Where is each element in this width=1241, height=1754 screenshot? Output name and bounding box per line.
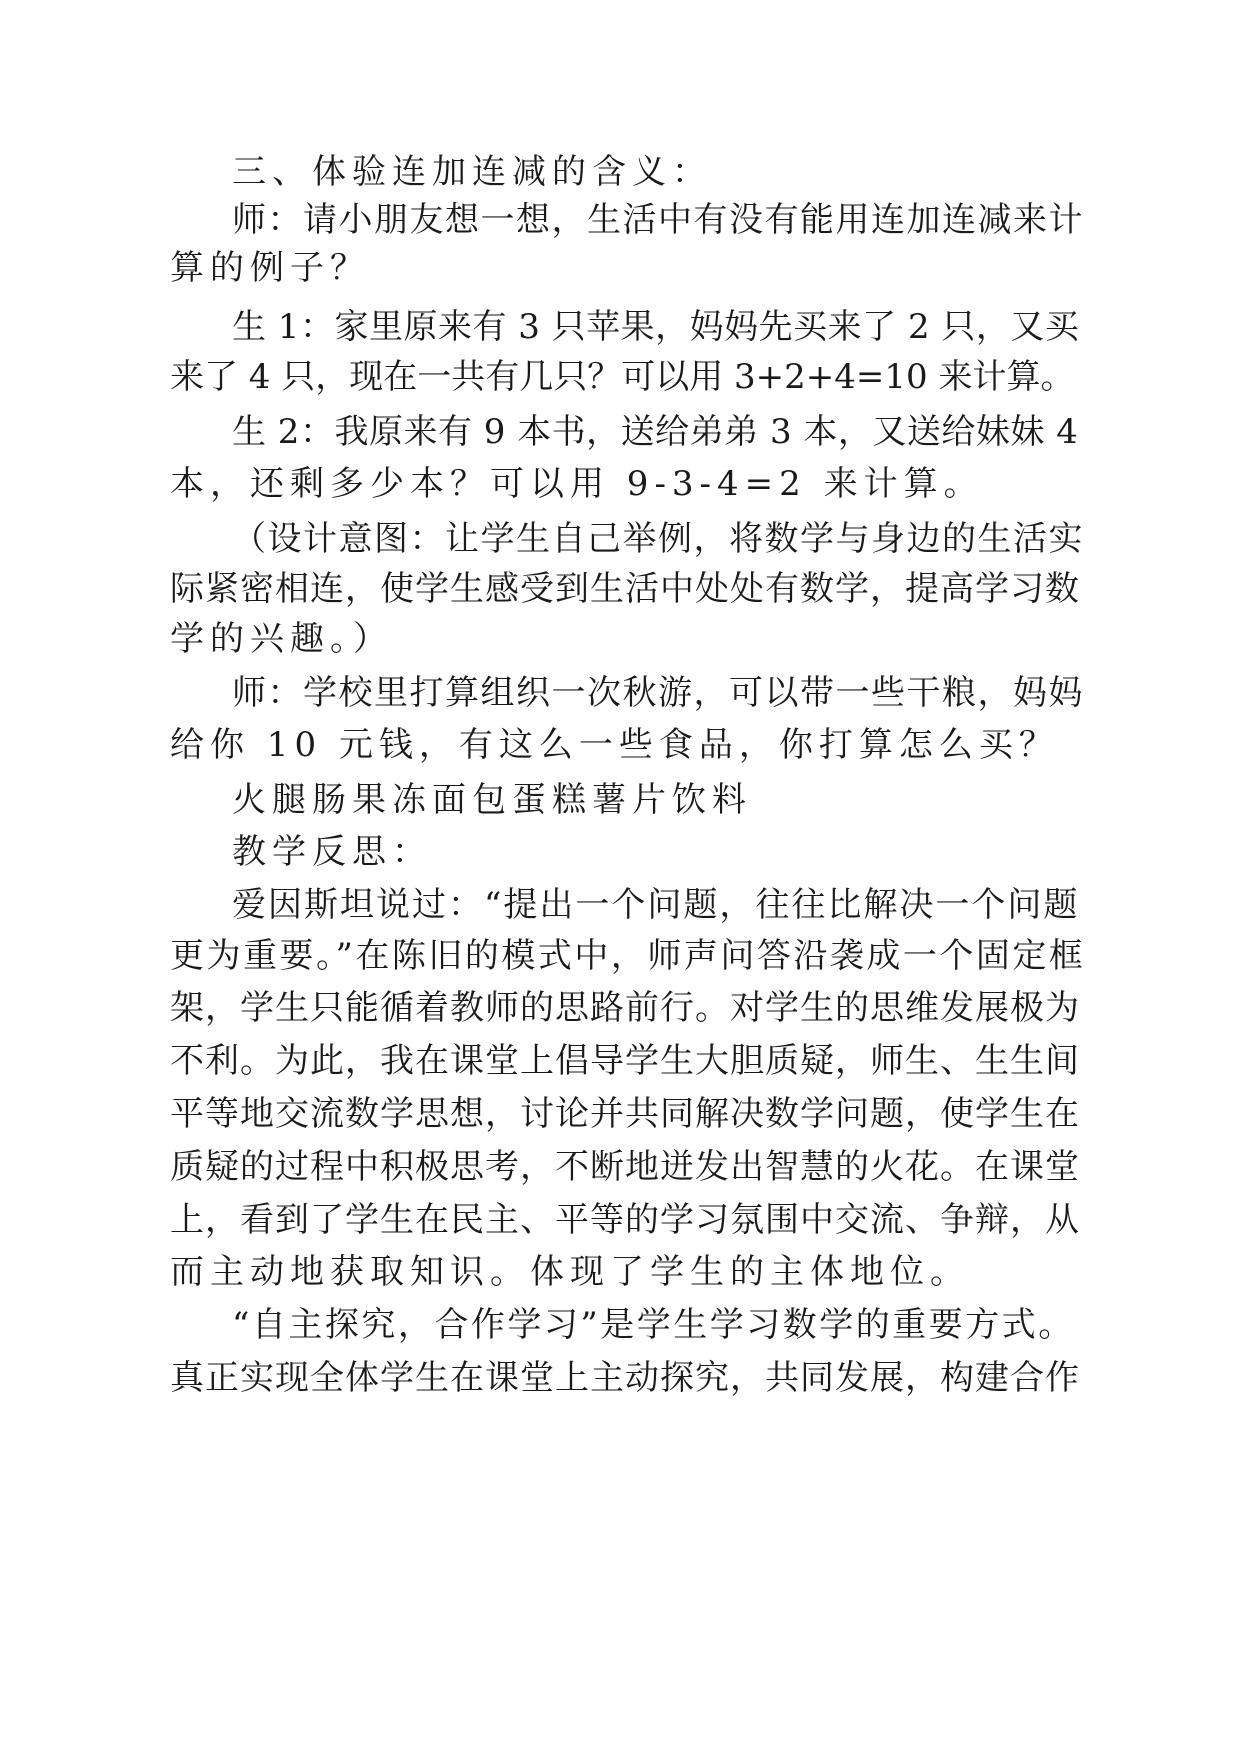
paragraph-line: 真正实现全体学生在课堂上主动探究，共同发展，构建合作 <box>170 1358 1080 1398</box>
paragraph-line: 际紧密相连，使学生感受到生活中处处有数学，提高学习数 <box>170 569 1080 609</box>
paragraph-line: 学的兴趣。） <box>170 619 393 659</box>
paragraph-line: 师：请小朋友想一想，生活中有没有能用连加连减来计 <box>232 200 1084 240</box>
paragraph-line: 生 2：我原来有 9 本书，送给弟弟 3 本，又送给妹妹 4 <box>232 412 1079 452</box>
paragraph-line: 本，还剩多少本？可以用 9-3-4=2 来计算。 <box>170 464 984 504</box>
paragraph-line: 质疑的过程中积极思考，不断地迸发出智慧的火花。在课堂 <box>170 1147 1080 1187</box>
paragraph-line: 爱因斯坦说过：“提出一个问题，往往比解决一个问题 <box>232 885 1080 925</box>
paragraph-line: 架，学生只能循着教师的思路前行。对学生的思维发展极为 <box>170 988 1080 1028</box>
paragraph-line: “自主探究，合作学习”是学生学习数学的重要方式。 <box>232 1305 1075 1345</box>
paragraph-line: 更为重要。”在陈旧的模式中，师声问答沿袭成一个固定框 <box>170 936 1086 976</box>
paragraph-line: 平等地交流数学思想，讨论并共同解决数学问题，使学生在 <box>170 1094 1080 1134</box>
paragraph-line: 生 1：家里原来有 3 只苹果，妈妈先买来了 2 只，又买 <box>232 307 1080 347</box>
paragraph-line: 算的例子？ <box>170 248 370 288</box>
paragraph-line: 师：学校里打算组织一次秋游，可以带一些干粮，妈妈 <box>232 673 1084 713</box>
paragraph-line: 来了 4 只，现在一共有几只？可以用 3+2+4=10 来计算。 <box>170 357 1075 397</box>
paragraph-line: 给你 10 元钱，有这么一些食品，你打算怎么买？ <box>170 725 1059 765</box>
paragraph-line: （设计意图：让学生自己举例，将数学与身边的生活实 <box>232 519 1084 559</box>
paragraph-line: 不利。为此，我在课堂上倡导学生大胆质疑，师生、生生间 <box>170 1041 1080 1081</box>
section-heading: 教学反思： <box>232 832 432 872</box>
paragraph-line: 而主动地获取知识。体现了学生的主体地位。 <box>170 1252 970 1292</box>
section-heading: 三、体验连加连减的含义： <box>232 152 712 192</box>
paragraph-line: 上，看到了学生在民主、平等的学习氛围中交流、争辩，从 <box>170 1200 1080 1240</box>
paragraph-line: 火腿肠果冻面包蛋糕薯片饮料 <box>232 780 752 820</box>
